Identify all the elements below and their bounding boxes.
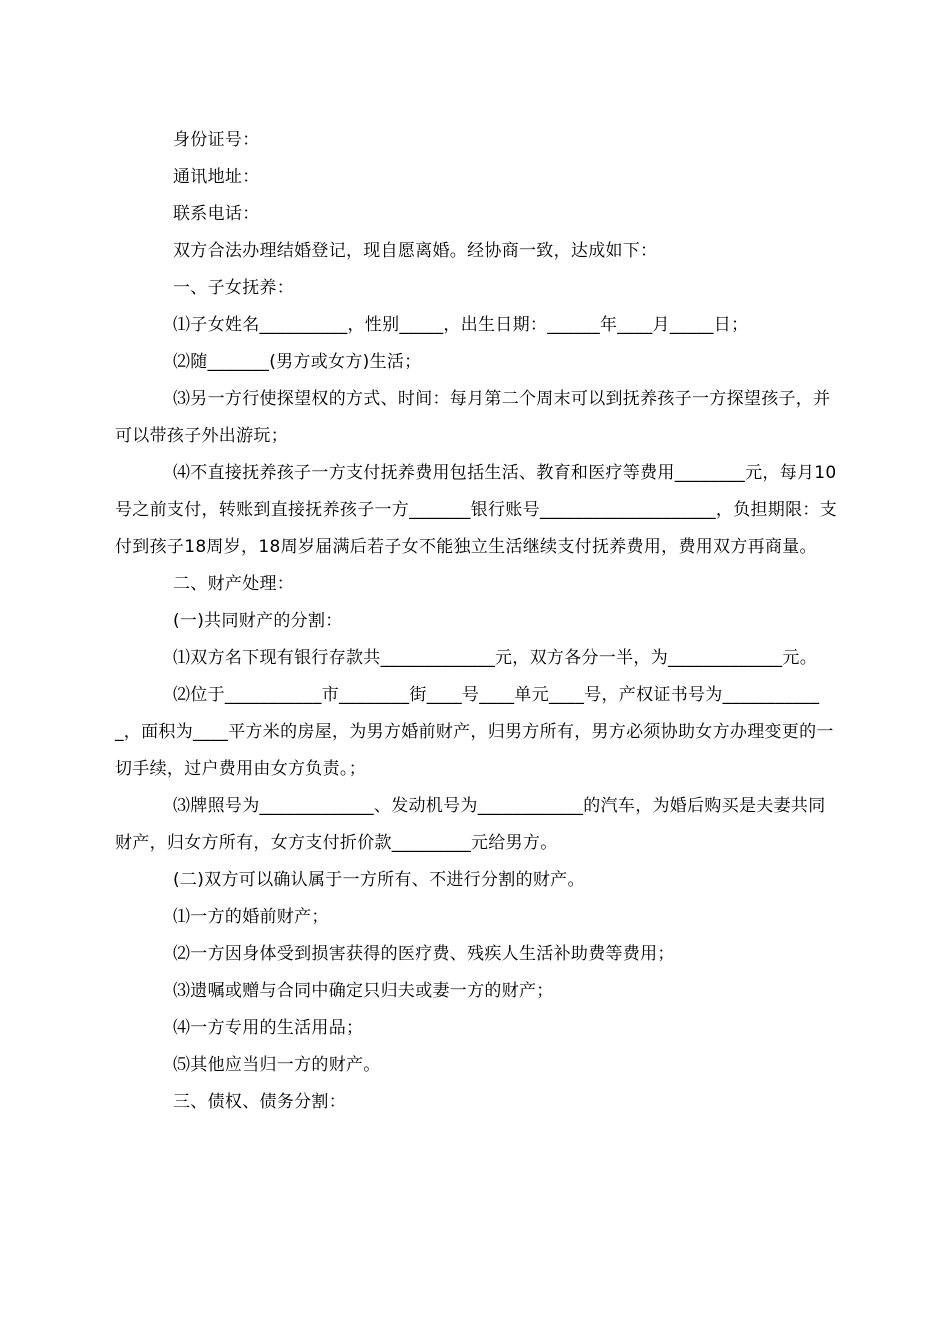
id-number-label: 身份证号： [173,130,260,150]
clause-child-support: ⑷不直接抚养孩子一方支付抚养费用包括生活、教育和医疗等费用________元，每月10号之前支付，转账到直接抚养孩子一方_______银行账号____________________，负担期限：支付到孩子18周岁，18周岁届满后若子女不能独立生活继续支付抚养费用，费用双方再商量。 [115,463,837,557]
agreement-intro: 双方合法办理结婚登记，现自愿离婚。经协商一致，达成如下： [173,241,658,261]
address-label: 通讯地址： [173,167,260,187]
section-heading-child-custody: 一、子女抚养： [173,278,295,298]
phone-label: 联系电话： [173,204,260,224]
clause-child-info: ⑴子女姓名__________，性别_____，出生日期：______年____月_____日； [173,315,749,335]
subsection-heading-separate-property: (二)双方可以确认属于一方所有、不进行分割的财产。 [173,870,585,890]
clause-car: ⑶牌照号为_____________、发动机号为____________的汽车，为婚后购买是夫妻共同财产，归女方所有，女方支付折价款_________元给男方。 [115,796,826,853]
clause-custody: ⑵随_______(男方或女方)生活； [173,352,422,372]
list-item: ⑵一方因身体受到损害获得的医疗费、残疾人生活补助费等费用； [173,944,675,964]
document-body [115,122,837,1121]
section-heading-property: 二、财产处理： [173,574,295,594]
subsection-heading-joint-property: (一)共同财产的分割： [173,611,343,631]
section-heading-debts: 三、债权、债务分割： [173,1092,346,1112]
list-item: ⑴一方的婚前财产； [173,907,329,927]
list-item: ⑸其他应当归一方的财产。 [173,1055,381,1075]
clause-visitation: ⑶另一方行使探望权的方式、时间：每月第二个周末可以到抚养孩子一方探望孩子，并可以带孩子外出游玩； [115,389,831,446]
clause-house: ⑵位于___________市________街____号____单元____号，产权证书号为____________，面积为____平方米的房屋，为男方婚前财产，归男方所有，男方必须协助女方办理变更的一切手续，过户费用由女方负责。； [115,685,834,779]
list-item: ⑷一方专用的生活用品； [173,1018,364,1038]
clause-bank-deposit: ⑴双方名下现有银行存款共_____________元，双方各分一半，为_____________元。 [173,648,817,668]
list-item: ⑶遗嘱或赠与合同中确定只归夫或妻一方的财产； [173,981,554,1001]
